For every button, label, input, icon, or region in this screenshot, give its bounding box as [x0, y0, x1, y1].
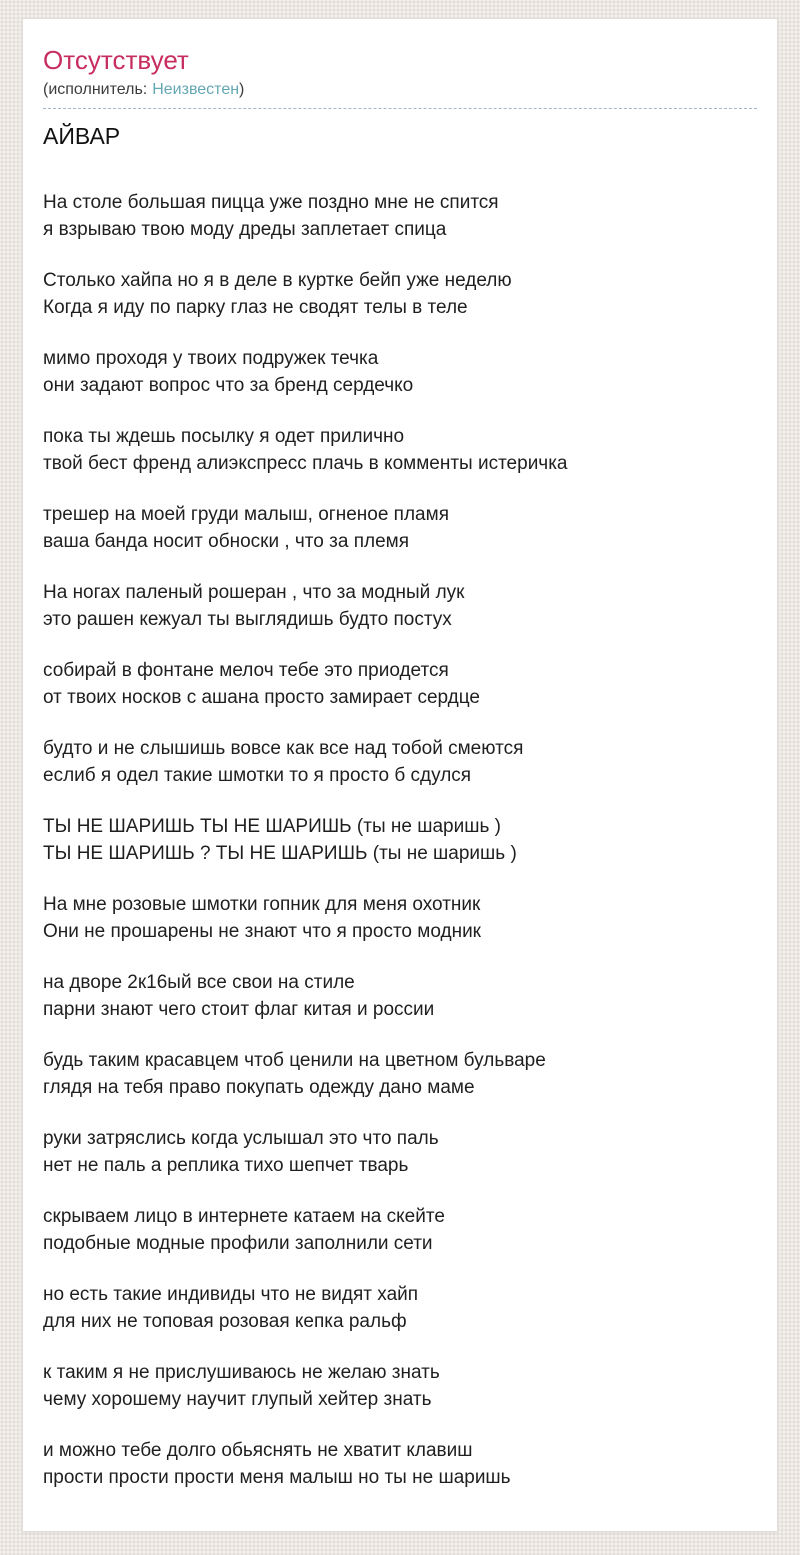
lyrics-stanza: к таким я не прислушиваюсь не желаю знать чему хорошему научит глупый хейтер знать	[43, 1361, 440, 1410]
track-title: АЙВАР	[43, 122, 121, 149]
lyrics-stanza: На ногах паленый рошеран , что за модный лук это рашен кежуал ты выглядишь будто постух	[43, 581, 465, 630]
artist-link[interactable]: Неизвестен	[152, 80, 240, 98]
artist-close-paren: )	[239, 80, 245, 98]
artist-line	[43, 81, 757, 99]
lyrics-stanza: На столе большая пицца уже поздно мне не спится я взрываю твою моду дреды заплетает спица	[43, 191, 499, 240]
lyrics-stanza: ТЫ НЕ ШАРИШЬ ТЫ НЕ ШАРИШЬ (ты не шаришь ) ТЫ НЕ ШАРИШЬ ? ТЫ НЕ ШАРИШЬ (ты не шаришь )	[43, 815, 517, 864]
lyrics-stanza: на дворе 2к16ый все свои на стиле парни знают чего стоит флаг китая и россии	[43, 971, 435, 1020]
lyrics-stanza: скрываем лицо в интернете катаем на скейте подобные модные профили заполнили сети	[43, 1205, 445, 1254]
lyrics-card	[22, 18, 778, 1532]
lyrics-stanza: пока ты ждешь посылку я одет прилично твой бест френд алиэкспресс плачь в комменты истеричка	[43, 425, 568, 474]
lyrics-text	[43, 151, 757, 1491]
song-title: Отсутствует	[43, 45, 189, 75]
page-background	[0, 18, 800, 1532]
lyrics-stanza: мимо проходя у твоих подружек течка они задают вопрос что за бренд сердечко	[43, 347, 414, 396]
lyrics-stanza: будь таким красавцем чтоб ценили на цветном бульваре глядя на тебя право покупать одежду дано маме	[43, 1049, 546, 1098]
artist-label: (исполнитель:	[43, 80, 148, 98]
lyrics-stanza: собирай в фонтане мелоч тебе это приодется от твоих носков с ашана просто замирает сердце	[43, 659, 480, 708]
lyrics-stanza: Столько хайпа но я в деле в куртке бейп уже неделю Когда я иду по парку глаз не сводят телы в теле	[43, 269, 512, 318]
lyrics-stanza: На мне розовые шмотки гопник для меня охотник Они не прошарены не знают что я просто модник	[43, 893, 481, 942]
lyrics-stanza: руки затряслись когда услышал это что паль нет не паль а реплика тихо шепчет тварь	[43, 1127, 439, 1176]
song-header	[43, 46, 757, 109]
lyrics-stanza: и можно тебе долго обьяснять не хватит клавиш прости прости прости меня малыш но ты не шаришь	[43, 1439, 511, 1488]
lyrics-stanza: трешер на моей груди малыш, огненое пламя ваша банда носит обноски , что за племя	[43, 503, 449, 552]
lyrics-stanza: будто и не слышишь вовсе как все над тобой смеются еслиб я одел такие шмотки то я просто б сдулся	[43, 737, 524, 786]
lyrics-stanza: но есть такие индивиды что не видят хайп для них не топовая розовая кепка ральф	[43, 1283, 419, 1332]
